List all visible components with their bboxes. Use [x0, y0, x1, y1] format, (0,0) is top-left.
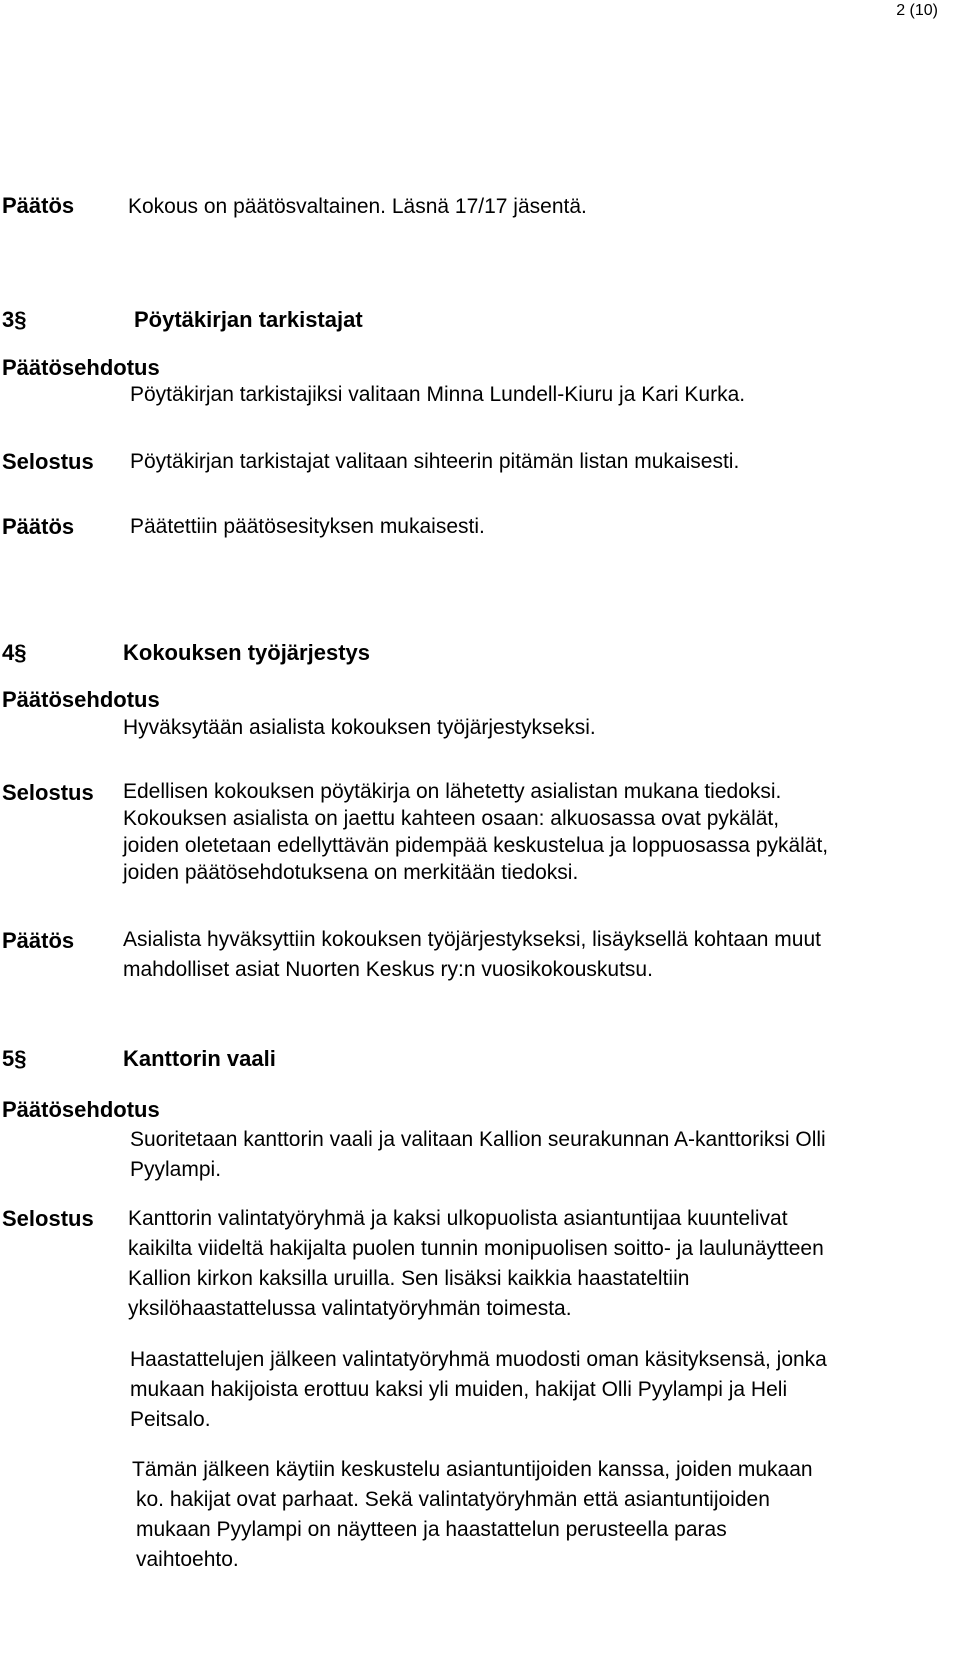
selostus-label: Selostus: [2, 780, 94, 805]
section-5-selostus-paragraph-2: Haastattelujen jälkeen valintatyöryhmä muodosti oman käsityksensä, jonka mukaan hakijoista erottuu kaksi yli muiden, hakijat Olli Pyylampi ja Heli Peitsalo.: [130, 1348, 827, 1431]
paatos-label: Päätös: [2, 928, 75, 953]
page-number: 2 (10): [896, 2, 938, 19]
section-4-selostus-text: Edellisen kokouksen pöytäkirja on lähetetty asialistan mukana tiedoksi. Kokouksen asialista on jaettu kahteen osaan: alkuosassa ovat pykälät, joiden oletetaan edellyttävän pidempää keskustelua ja loppuosassa pykälät, joiden päätösehdotuksena on merkitään tiedoksi.: [123, 780, 829, 884]
section-5-selostus-paragraph-3: Tämän jälkeen käytiin keskustelu asiantuntijoiden kanssa, joiden mukaan ko. hakijat ovat parhaat. Sekä valintatyöryhmän että asiantuntijoiden mukaan Pyylampi on näytteen ja haastattelun perusteella paras vaihtoehto.: [132, 1458, 813, 1571]
section-3-selostus-text: Pöytäkirjan tarkistajat valitaan sihteerin pitämän listan mukaisesti.: [130, 450, 740, 473]
selostus-label: Selostus: [2, 449, 94, 474]
paatos-label: Päätös: [2, 514, 75, 539]
section-4-paatos-text: Asialista hyväksyttiin kokouksen työjärjestykseksi, lisäyksellä kohtaan muut mahdolliset asiat Nuorten Keskus ry:n vuosikokouskutsu.: [123, 928, 821, 981]
section-3-paatosehdotus-text: Pöytäkirjan tarkistajiksi valitaan Minna Lundell-Kiuru ja Kari Kurka.: [130, 383, 746, 406]
section-4-number: 4§: [2, 640, 27, 665]
section-3-paatos-text: Päätettiin päätösesityksen mukaisesti.: [130, 515, 485, 538]
paatosehdotus-label: Päätösehdotus: [2, 687, 160, 712]
selostus-label: Selostus: [2, 1206, 94, 1231]
section-4-paatosehdotus-text: Hyväksytään asialista kokouksen työjärjestykseksi.: [123, 716, 596, 739]
section-5-selostus-paragraph-1: Kanttorin valintatyöryhmä ja kaksi ulkopuolista asiantuntijaa kuuntelivat kaikilta viideltä hakijalta puolen tunnin monipuolisen soitto- ja laulunäytteen Kallion kirkon kaksilla uruilla. Sen lisäksi kaikkia haastateltiin yksilöhaastattelussa valintatyöryhmän toimesta.: [128, 1207, 824, 1320]
section-5-paatosehdotus-text: Suoritetaan kanttorin vaali ja valitaan Kallion seurakunnan A-kanttoriksi Olli Pyylampi.: [130, 1128, 826, 1181]
section-4-title: Kokouksen työjärjestys: [123, 640, 370, 665]
intro-paatos-text: Kokous on päätösvaltainen. Läsnä 17/17 jäsentä.: [128, 195, 587, 218]
section-3-title: Pöytäkirjan tarkistajat: [134, 307, 363, 332]
paatosehdotus-label: Päätösehdotus: [2, 1097, 160, 1122]
section-3-number: 3§: [2, 307, 27, 332]
paatos-label: Päätös: [2, 193, 75, 218]
paatosehdotus-label: Päätösehdotus: [2, 355, 160, 380]
section-5-title: Kanttorin vaali: [123, 1046, 276, 1071]
section-5-number: 5§: [2, 1046, 27, 1071]
